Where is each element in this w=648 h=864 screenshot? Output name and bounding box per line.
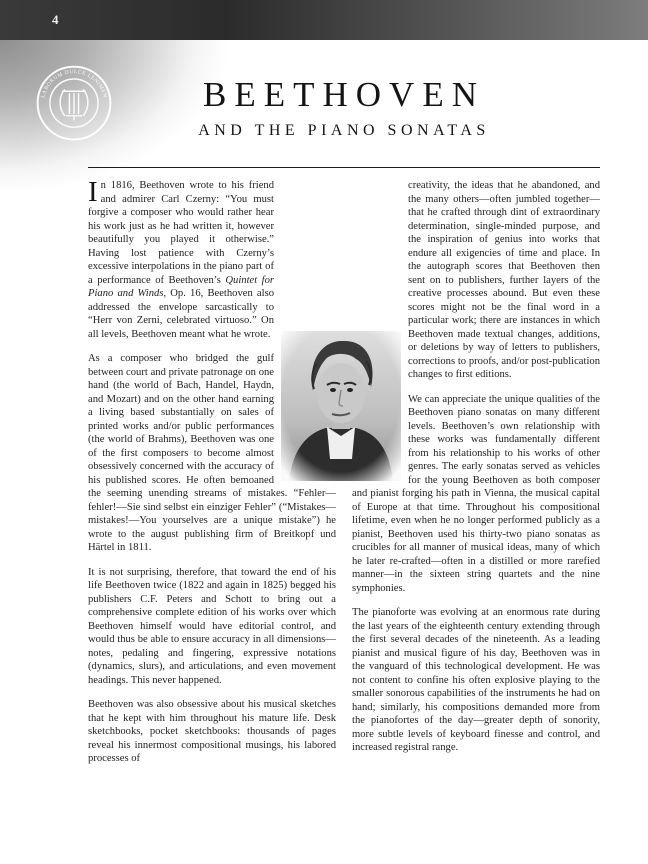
crest-motto: LABORUM DULCE LENIMEN: [40, 69, 108, 99]
page-number: 4: [52, 12, 60, 27]
left-column: [88, 176, 336, 854]
paragraph: The pianoforte was evolving at an enormous rate during the last years of the eighteenth century extending through the first several decades of the nineteenth. As a leading pianist and musical figure of his day, Beethoven was in the vanguard of this technological development. He was not content to confine his often explosive playing to the smaller sonorous capabilities of the instruments he had on hand; similarly, his compositions demanded more from the pianofortes of the day—greater depth of sonority, more subtle levels of keyboard finesse and control, and increased registral range.: [352, 607, 600, 753]
paragraph: It is not surprising, therefore, that toward the end of his life Beethoven twice (1822 and again in 1825) begged his publishers C.F. Peters and Schott to bring out a comprehensive complete edition of his works over which Beethoven himself would have editorial control, and would thus be able to ensure accuracy in all dimensions—notes, pedaling and fingering, expressive notations (dynamics, slurs), and articulations, and even movement headings. This never happened.: [88, 566, 336, 686]
paragraph-text: n 1816, Beethoven wrote to his friend and admirer Carl Czerny: “You must forgive a composer who would rather hear his work just as he had written it, however beautifully you played it otherwise.” Having lost patience with Czerny’s excessive interpolations in the piano part of a performance of Beethoven’s: [88, 180, 274, 286]
paragraph: We can appreciate the unique qualities of the Beethoven piano sonatas on many different levels. Beethoven’s own relationship with these works was fundamentally different from his relationship to his works of other genres. The early sonatas served as vehicles for the young Beethoven as both composer and pianist forging his path in Vienna, the musical capital of Europe at that time. Throughout his compositional lifetime, even when he no longer performed publicly as a pianist, Beethoven used his thirty-two piano sonatas as crucibles for all manner of musical ideas, many of which he later re-crafted—often in a distilled or more rarefied manner—in the sixteen string quartets and the nine symphonies.: [352, 393, 600, 594]
lyre-icon: [60, 89, 88, 120]
body-columns: [88, 176, 600, 854]
chapter-subtitle: AND THE PIANO SONATAS: [198, 121, 490, 139]
paragraph: creativity, the ideas that he abandoned, and the many others—often jumbled together—that he crafted through dint of extraordinary determination, single-minded purpose, and the inspiration of genius into works that endure all exigencies of time and place. In the autograph scores that Beethoven then sent on to publishers, further layers of the creative processes abound. But even these scores might not be the final word in a particular work; there are instances in which Beethoven made textual changes, additions, or deletions by way of letters to publishers, corrections to proofs, and/or post-publication changes to first editions.: [408, 180, 600, 380]
page-header-band: [0, 0, 648, 40]
drop-cap: I: [88, 176, 98, 208]
paragraph: As a composer who bridged the gulf between court and private patronage on one hand (the world of Bach, Handel, Haydn, and Mozart) and on the other hand earning a living based substantially on sales of printed works and/or public performances (the world of Brahms), Beethoven was one of the first composers to become almost obsessively concerned with the accuracy of his published scores. He often bemoaned the seeming unending streams of mistakes. “Fehler—fehler!—Sie sind selbst ein einziger Fehler” (“Mistakes—mistakes!—You yourselves are a unique mistake”) he wrote to the august publishing firm of Breitkopf und Härtel in 1811.: [88, 353, 336, 553]
chapter-title-block: [88, 76, 600, 140]
paragraph-text: , Op. 16, Beethoven also addressed the envelope sarcastically to “Herr von Zerni, celebrated virtuoso.” On all levels, Beethoven meant what he wrote.: [88, 288, 274, 340]
beethoven-portrait: [281, 331, 401, 481]
paragraph: [88, 176, 336, 341]
paragraph: Beethoven was also obsessive about his musical sketches that he kept with him throughout his mature life. Desk sketchbooks, pocket sketchbooks: thousands of pages reveal his innermost compositional musings, his labored processes of: [88, 699, 336, 764]
chapter-title: BEETHOVEN: [203, 75, 485, 114]
right-column: [352, 179, 600, 854]
work-title-italic: Quintet for Piano and Winds: [88, 274, 274, 299]
title-rule: [88, 167, 600, 168]
